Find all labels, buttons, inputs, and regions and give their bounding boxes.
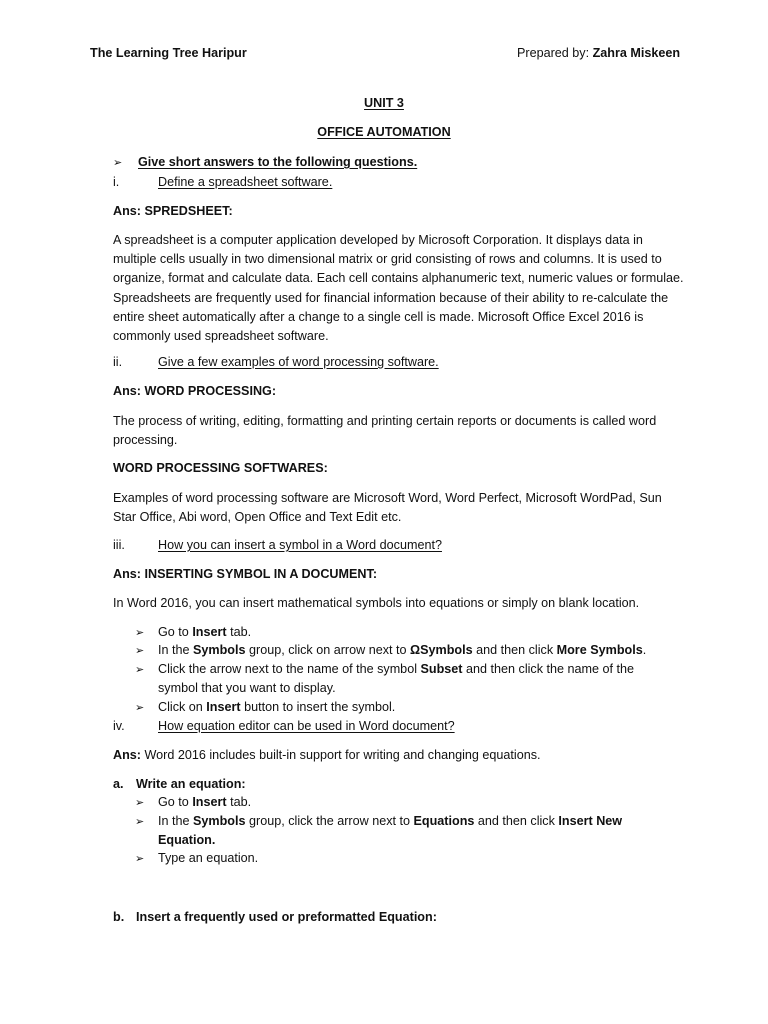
q1-question: Define a spreadsheet software. <box>158 175 333 189</box>
header-school: The Learning Tree Haripur <box>90 46 247 60</box>
bullet-arrow-icon: ➢ <box>135 816 145 828</box>
bullet-arrow-icon: ➢ <box>135 627 145 639</box>
q1-number: i. <box>113 175 120 189</box>
part-b-title: Insert a frequently used or preformatted Equation: <box>136 910 437 924</box>
q3-step: Click the arrow next to the name of the symbol Subset and then click the name of the <box>158 662 635 676</box>
q2-answer-heading: Ans: WORD PROCESSING: <box>113 384 277 398</box>
part-a-title: Write an equation: <box>136 777 246 791</box>
section-heading: Give short answers to the following questions. <box>138 155 418 169</box>
chapter-title: OFFICE AUTOMATION <box>317 125 451 139</box>
q3-step-continuation: symbol that you want to display. <box>158 681 336 695</box>
q2-number: ii. <box>113 355 123 369</box>
prepared-label: Prepared by: <box>517 46 593 60</box>
bullet-arrow-icon: ➢ <box>135 664 145 676</box>
bullet-arrow-icon: ➢ <box>135 797 145 809</box>
prepared-name: Zahra Miskeen <box>592 46 681 60</box>
q3-step: Go to Insert tab. <box>158 625 252 639</box>
q4a-step: Go to Insert tab. <box>158 795 252 809</box>
bullet-arrow-icon: ➢ <box>135 645 145 657</box>
q4a-step-continuation: Equation. <box>158 833 216 847</box>
q4-question: How equation editor can be used in Word document? <box>158 719 455 733</box>
section-bullet-icon: ➢ <box>113 157 123 169</box>
q2-question: Give a few examples of word processing software. <box>158 355 439 369</box>
q1-answer-text: A spreadsheet is a computer application developed by Microsoft Corporation. It displays data in multiple cells usually in two dimensional matrix or grid consisting of rows and columns. It is used to organize, format and calculate data. Each cell contains alphanumeric text, numeric values or formulae. Spreadsheets are frequently used for financial information because of their ability to re-calculate the entire sheet automatically after a change to a single cell is made. Microsoft Office Excel 2016 is commonly used spreadsheet software. <box>113 233 684 344</box>
q3-step: In the Symbols group, click on arrow next to ΩSymbols and then click More Symbols. <box>158 643 647 657</box>
q3-question: How you can insert a symbol in a Word document? <box>158 538 442 552</box>
q4-answer: Ans: Word 2016 includes built-in support for writing and changing equations. <box>113 748 541 762</box>
part-b-label: b. <box>113 910 125 924</box>
q3-answer-text: In Word 2016, you can insert mathematical symbols into equations or simply on blank location. <box>113 596 640 610</box>
bullet-arrow-icon: ➢ <box>135 702 145 714</box>
unit-title: UNIT 3 <box>364 96 404 110</box>
q4-number: iv. <box>113 719 125 733</box>
q2-sub-heading: WORD PROCESSING SOFTWARES: <box>113 461 328 475</box>
q3-answer-heading: Ans: INSERTING SYMBOL IN A DOCUMENT: <box>113 567 378 581</box>
bullet-arrow-icon: ➢ <box>135 853 145 865</box>
q2-sub-text: Examples of word processing software are Microsoft Word, Word Perfect, Microsoft WordPad, Sun Star Office, Abi word, Open Office and Text Edit etc. <box>113 491 662 525</box>
q1-answer-heading: Ans: SPREDSHEET: <box>113 204 233 218</box>
q3-step: Click on Insert button to insert the symbol. <box>158 700 396 714</box>
header-prepared-by <box>517 46 680 60</box>
q2-answer-text: The process of writing, editing, formatting and printing certain reports or documents is called word processing. <box>113 414 657 448</box>
q4a-step: In the Symbols group, click the arrow next to Equations and then click Insert New <box>158 814 623 828</box>
q3-number: iii. <box>113 538 125 552</box>
part-a-label: a. <box>113 777 124 791</box>
q4a-step: Type an equation. <box>158 851 259 865</box>
